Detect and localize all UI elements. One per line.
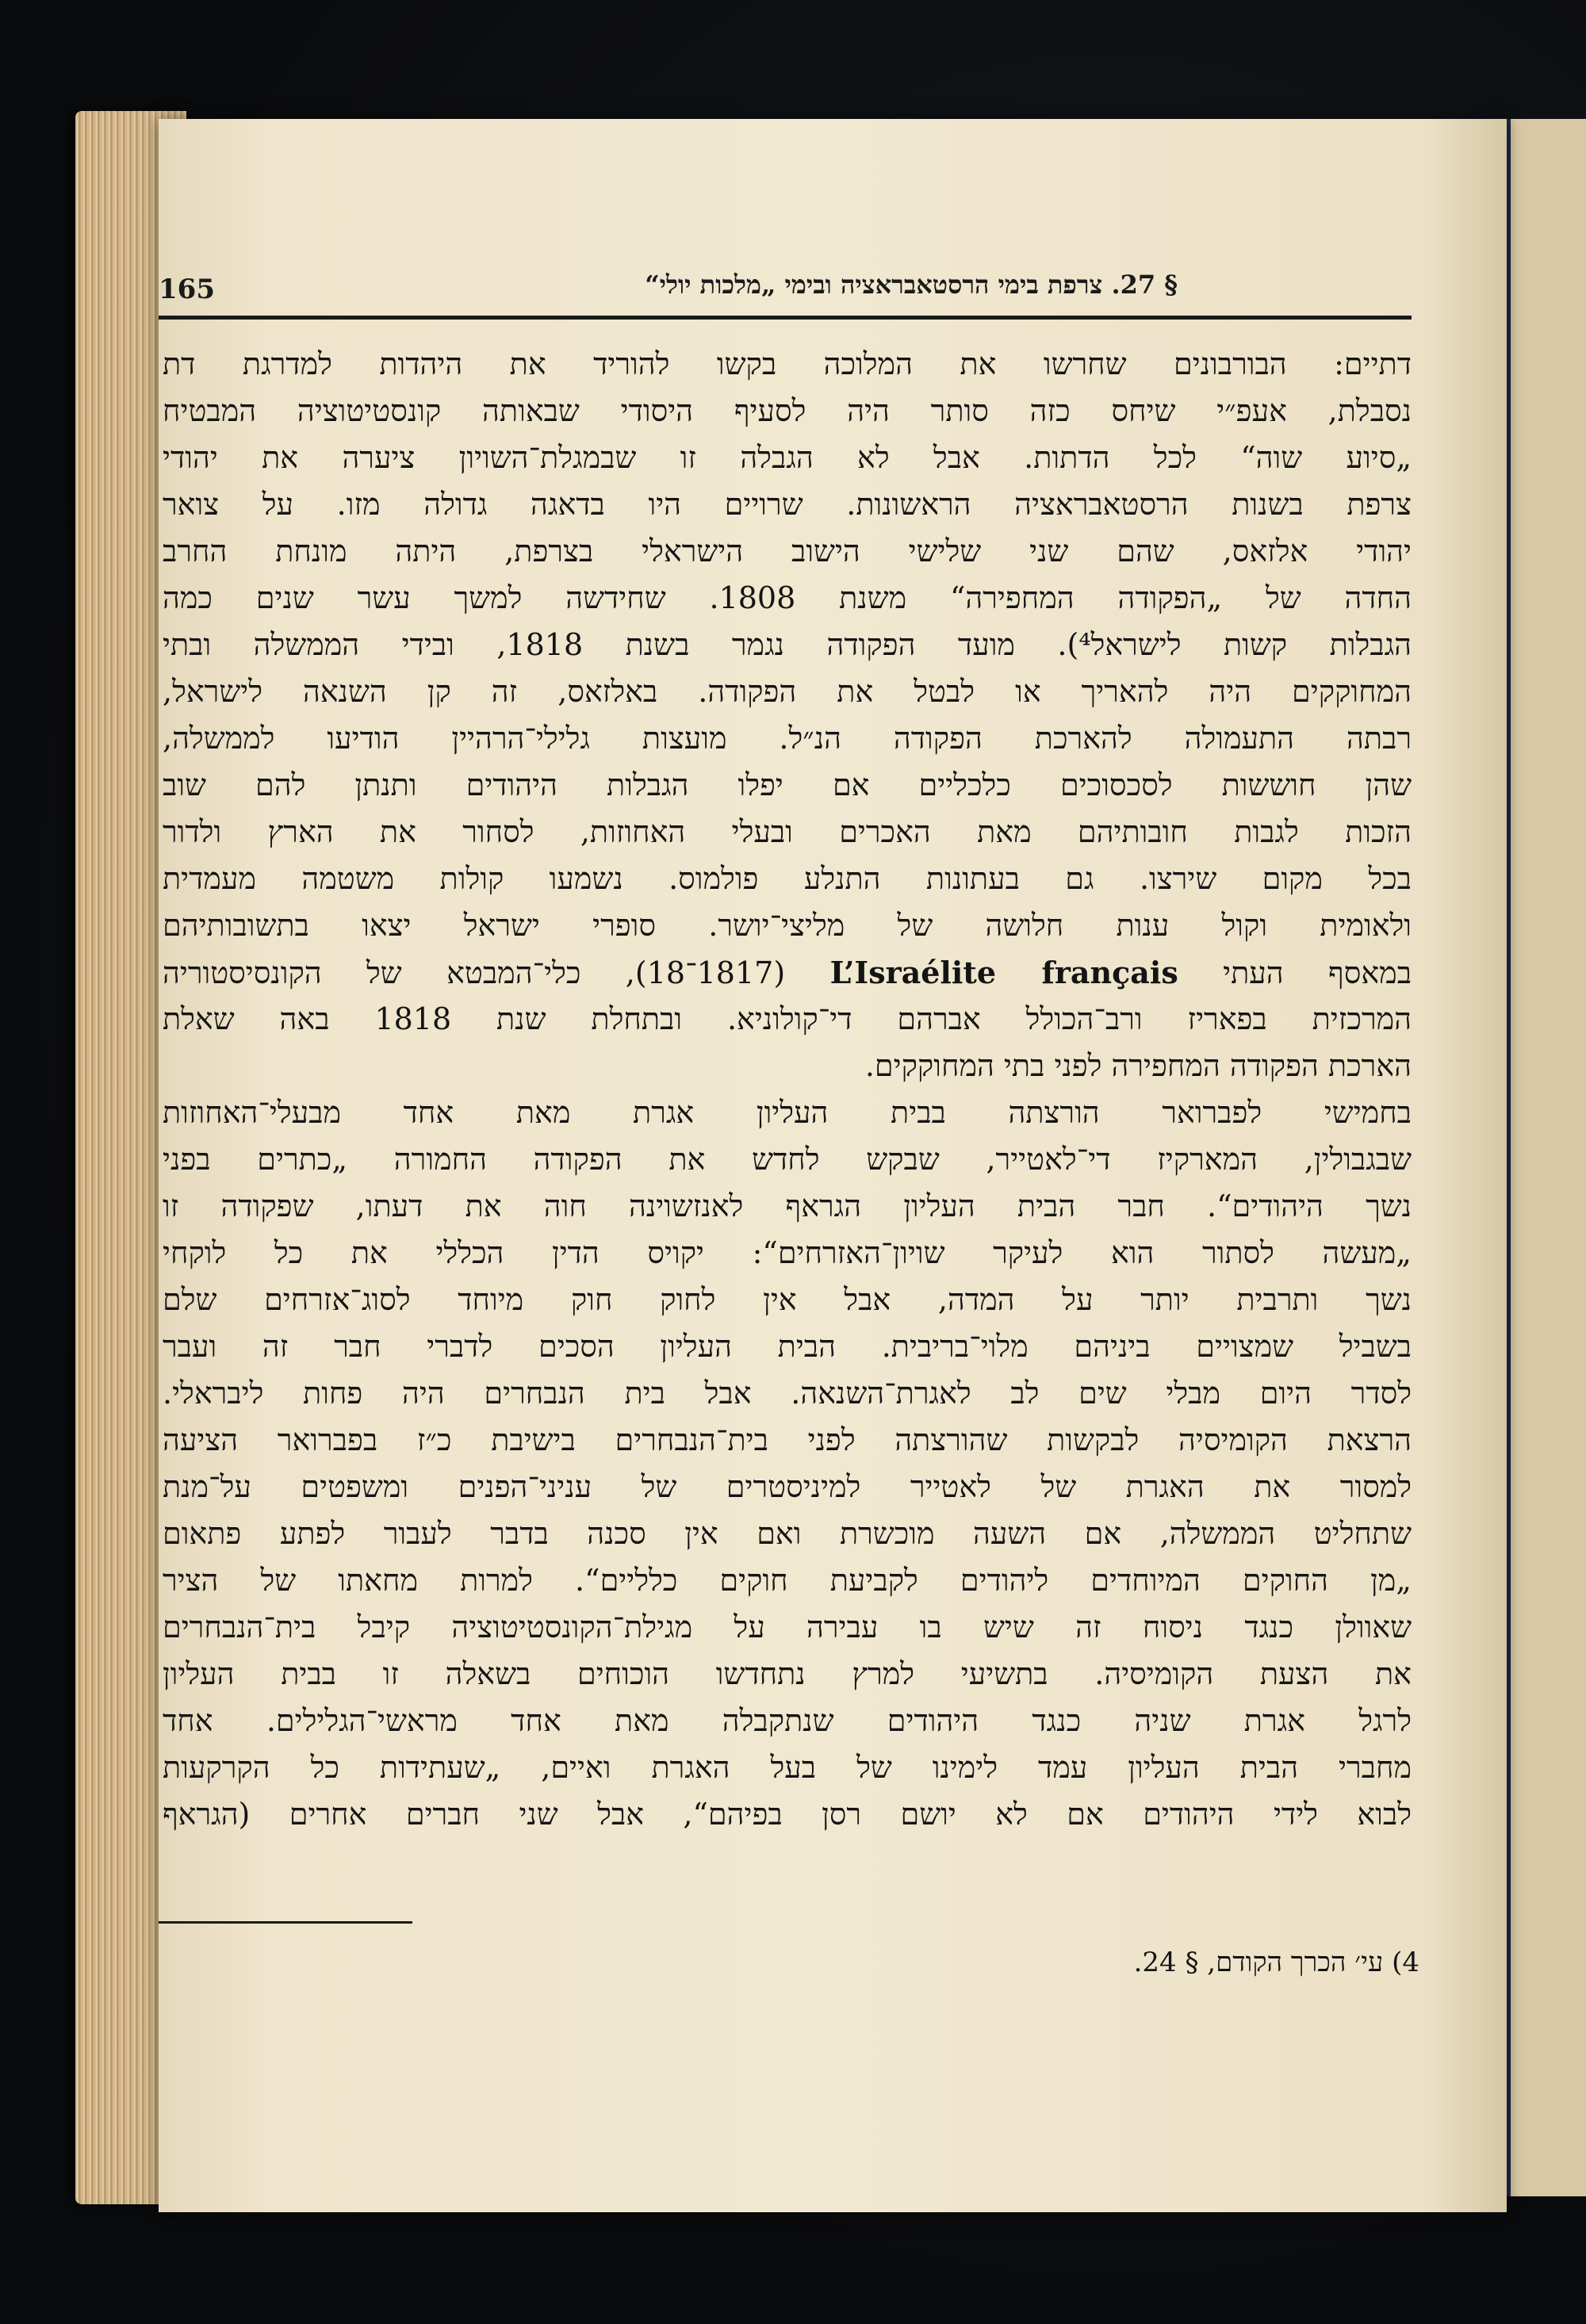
text-line: הגבלות קשות לישראל⁴). מועד הפקודה נגמר בשנת 1818, ובידי הממשלה ובתי: [163, 627, 1412, 662]
text-line: לסדר היום מבלי שים לב לאגרת־השנאה. אבל בית הנבחרים היה פחות ליבראלי.: [163, 1376, 1412, 1411]
text-line: רבתה התעמולה להארכת הפקודה הנ״ל. מועצות גלילי־הרהיין הודיעו לממשלה,: [163, 721, 1412, 756]
text-line: בשביל שמצויים ביניהם מלוי־בריבית. הבית העליון הסכים לדברי חבר זה ועבר: [163, 1329, 1412, 1364]
text-line: „מן החוקים המיוחדים ליהודים לקביעת חוקים כלליים“. למרות מחאתו של הציר: [163, 1563, 1412, 1598]
text-line: „סיוע שוה“ לכל הדתות. אבל לא הגבלה זו שבמגלת־השויון ציערה את יהודי: [163, 440, 1412, 475]
text-line: שתחליט הממשלה, אם השעה מוכשרת ואם אין סכנה בדבר לעבור לפתע פתאום: [163, 1516, 1412, 1551]
text-line: לבוא לידי היהודים אם לא יושם רסן בפיהם“, אבל שני חברים אחרים (הגראף: [163, 1797, 1412, 1832]
text-line: למסור את האגרת של לאטייר למיניסטרים של עניני־הפנים ומשפטים על־מנת: [163, 1469, 1412, 1504]
text-line: המרכזית בפאריז ורב־הכולל אברהם די־קולוניא. ובתחלת שנת 1818 באה שאלת: [163, 1001, 1412, 1036]
text-line: במאסף העתי L’Israélite français (1817־18), כלי־המבטא של הקונסיסטוריה: [163, 955, 1412, 990]
text-line: את הצעת הקומיסיה. בתשיעי למרץ נתחדשו הוכוחים בשאלה זו בבית העליון: [163, 1656, 1412, 1691]
body-text: [163, 341, 1412, 1838]
footnote-rule: [159, 1921, 412, 1924]
text-line: נסבלת, אעפ״י שיחס כזה סותר היה לסעיף היסודי שבאותה קונסטיטוציה המבטיח: [163, 393, 1412, 428]
text-line: לרגל אגרת שניה כנגד היהודים שנתקבלה מאת אחד מראשי־הגלילים. אחד: [163, 1703, 1412, 1738]
text-line: הרצאת הקומיסיה לבקשות שהורצתה לפני בית־הנבחרים בישיבת כ״ז בפברואר הציעה: [163, 1422, 1412, 1457]
cover-board: [1503, 119, 1586, 2196]
text-line: „מעשה לסתור הוא לעיקר שויון־האזרחים“: יקויס הדין הכללי את כל לוקחי: [163, 1235, 1412, 1270]
latin-title: L’Israélite français: [829, 955, 1178, 990]
text-line: מחברי הבית העליון עמד לימינו של בעל האגרת ואיים, „שעתידות כל הקרקעות: [163, 1750, 1412, 1785]
text-line: הזכות לגבות חובותיהם מאת האכרים ובעלי האחוזות, לסחור את הארץ ולדור: [163, 814, 1412, 849]
page-number: 165: [159, 274, 215, 305]
text-line: נשך היהודים“. חבר הבית העליון הגראף לאנזשוינה חוה את דעתו, שפקודה זו: [163, 1189, 1412, 1223]
text-line: שבגבולין, המארקיז די־לאטייר, שבקש לחדש את הפקודה החמורה „כתרים בפני: [163, 1142, 1412, 1177]
running-head: § 27. צרפת בימי הרסטאבראציה ובימי „מלכות יולי“: [645, 270, 1178, 300]
text-line: שאוולן כנגד ניסוח זה שיש בו עבירה על מגילת־הקונסטיטוציה קיבל בית־הנבחרים: [163, 1610, 1412, 1644]
text-line: ולאומית וקול ענות חלושה של מליצי־יושר. סופרי ישראל יצאו בתשובותיהם: [163, 908, 1412, 943]
text-line: בחמישי לפברואר הורצתה בבית העליון אגרת מאת אחד מבעלי־האחוזות: [163, 1095, 1412, 1130]
text-line: המחוקקים היה להאריך או לבטל את הפקודה. באלזאס, זה קן השנאה לישראל,: [163, 674, 1412, 709]
text-line: בכל מקום שירצו. גם בעתונות התנלע פולמוס. נשמעו קולות משטמה מעמדית: [163, 861, 1412, 896]
text-line: שהן חוששות לסכסוכים כלכליים אם יפלו הגבלות היהודים ותנתן להם שוב: [163, 768, 1412, 802]
text-line: דתיים: הבורבונים שחרשו את המלוכה בקשו להוריד את היהדות למדרגת דת: [163, 346, 1412, 381]
footnote: 4) עי׳ הכרך הקודם, § 24.: [1133, 1947, 1419, 1978]
text-line: החדה של „הפקודה המחפירה“ משנת 1808. שחידשה למשך עשר שנים כמה: [163, 580, 1412, 615]
text-line: צרפת בשנות הרסטאבראציה הראשונות. שרויים היו בדאגה גדולה מזו. על צואר: [163, 487, 1412, 522]
text-line: יהודי אלזאס, שהם שני שלישי הישוב הישראלי בצרפת, היתה מונחת החרב: [163, 534, 1412, 569]
header-rule: [159, 316, 1412, 320]
text-line: נשך ותרבית יותר על המדה, אבל אין לחוק חוק מיוחד לסוג־אזרחים שלם: [163, 1282, 1412, 1317]
text-line: הארכת הפקודה המחפירה לפני בתי המחוקקים.: [864, 1048, 1412, 1083]
